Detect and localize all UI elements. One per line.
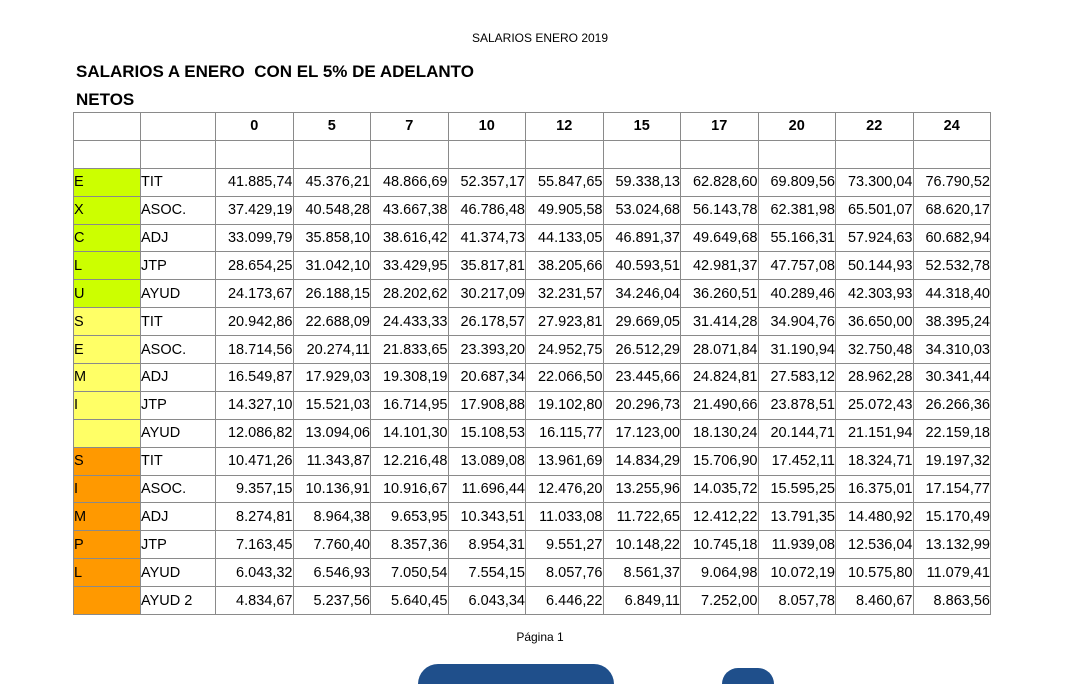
salary-cell: 12.216,48 — [371, 447, 449, 475]
group-letter — [74, 419, 141, 447]
salary-cell: 21.833,65 — [371, 336, 449, 364]
group-letter — [74, 587, 141, 615]
salary-cell: 13.132,99 — [913, 531, 991, 559]
salary-cell: 34.246,04 — [603, 280, 681, 308]
salary-cell: 10.136,91 — [293, 475, 371, 503]
table-row — [74, 587, 991, 615]
salary-cell: 14.035,72 — [681, 475, 759, 503]
salary-cell: 16.714,95 — [371, 391, 449, 419]
salary-cell: 16.549,87 — [216, 364, 294, 392]
blank-row — [74, 140, 991, 168]
salary-cell: 40.289,46 — [758, 280, 836, 308]
salary-cell: 17.123,00 — [603, 419, 681, 447]
salary-cell: 16.375,01 — [836, 475, 914, 503]
blank-cell — [526, 140, 604, 168]
column-header: 22 — [836, 113, 914, 141]
salary-cell: 41.374,73 — [448, 224, 526, 252]
salary-cell: 28.654,25 — [216, 252, 294, 280]
salary-cell: 8.863,56 — [913, 587, 991, 615]
salary-cell: 49.649,68 — [681, 224, 759, 252]
column-header: 0 — [216, 113, 294, 141]
header-empty-group — [74, 113, 141, 141]
group-letter: S — [74, 447, 141, 475]
salary-cell: 59.338,13 — [603, 168, 681, 196]
salary-cell: 53.024,68 — [603, 196, 681, 224]
column-header: 17 — [681, 113, 759, 141]
salary-cell: 20.942,86 — [216, 308, 294, 336]
salary-cell: 9.064,98 — [681, 559, 759, 587]
salary-cell: 62.381,98 — [758, 196, 836, 224]
salary-cell: 9.357,15 — [216, 475, 294, 503]
salary-cell: 7.760,40 — [293, 531, 371, 559]
salary-cell: 40.593,51 — [603, 252, 681, 280]
salary-cell: 11.939,08 — [758, 531, 836, 559]
salary-cell: 52.532,78 — [913, 252, 991, 280]
salary-cell: 24.952,75 — [526, 336, 604, 364]
salary-cell: 35.858,10 — [293, 224, 371, 252]
salary-cell: 26.266,36 — [913, 391, 991, 419]
salary-cell: 15.706,90 — [681, 447, 759, 475]
salary-cell: 48.866,69 — [371, 168, 449, 196]
document-subtitle: NETOS — [76, 90, 135, 109]
salary-cell: 30.217,09 — [448, 280, 526, 308]
salary-cell: 42.303,93 — [836, 280, 914, 308]
salary-cell: 45.376,21 — [293, 168, 371, 196]
salary-cell: 26.512,29 — [603, 336, 681, 364]
salary-cell: 18.130,24 — [681, 419, 759, 447]
salary-cell: 17.908,88 — [448, 391, 526, 419]
category-label: AYUD — [141, 419, 216, 447]
group-letter: E — [74, 336, 141, 364]
group-letter: L — [74, 252, 141, 280]
salary-cell: 44.318,40 — [913, 280, 991, 308]
category-label: ADJ — [141, 364, 216, 392]
salary-cell: 5.237,56 — [293, 587, 371, 615]
salary-cell: 20.144,71 — [758, 419, 836, 447]
group-letter: E — [74, 168, 141, 196]
salary-cell: 8.057,78 — [758, 587, 836, 615]
salary-cell: 42.981,37 — [681, 252, 759, 280]
blank-cell — [681, 140, 759, 168]
table-row — [74, 280, 991, 308]
salary-cell: 6.546,93 — [293, 559, 371, 587]
group-letter: P — [74, 531, 141, 559]
group-letter: I — [74, 475, 141, 503]
table-row — [74, 336, 991, 364]
category-label: ADJ — [141, 224, 216, 252]
salary-cell: 12.536,04 — [836, 531, 914, 559]
blank-cell — [448, 140, 526, 168]
salary-cell: 8.357,36 — [371, 531, 449, 559]
salary-cell: 19.102,80 — [526, 391, 604, 419]
salary-cell: 46.786,48 — [448, 196, 526, 224]
salary-cell: 21.490,66 — [681, 391, 759, 419]
salary-cell: 22.159,18 — [913, 419, 991, 447]
salary-cell: 34.904,76 — [758, 308, 836, 336]
salary-cell: 28.202,62 — [371, 280, 449, 308]
blank-cell — [758, 140, 836, 168]
salary-cell: 19.197,32 — [913, 447, 991, 475]
salary-cell: 18.324,71 — [836, 447, 914, 475]
salary-cell: 33.099,79 — [216, 224, 294, 252]
salary-cell: 46.891,37 — [603, 224, 681, 252]
salary-cell: 20.296,73 — [603, 391, 681, 419]
salary-cell: 8.460,67 — [836, 587, 914, 615]
salary-cell: 36.650,00 — [836, 308, 914, 336]
salary-cell: 20.687,34 — [448, 364, 526, 392]
table-row — [74, 168, 991, 196]
salary-cell: 26.188,15 — [293, 280, 371, 308]
category-label: AYUD 2 — [141, 587, 216, 615]
salary-cell: 73.300,04 — [836, 168, 914, 196]
salary-cell: 56.143,78 — [681, 196, 759, 224]
salary-cell: 11.343,87 — [293, 447, 371, 475]
category-label: AYUD — [141, 559, 216, 587]
salary-cell: 11.722,65 — [603, 503, 681, 531]
group-letter: C — [74, 224, 141, 252]
salary-cell: 29.669,05 — [603, 308, 681, 336]
salary-cell: 9.653,95 — [371, 503, 449, 531]
group-letter: X — [74, 196, 141, 224]
table-row — [74, 503, 991, 531]
table-row — [74, 364, 991, 392]
blank-cell — [74, 140, 141, 168]
table-row — [74, 475, 991, 503]
salary-cell: 14.327,10 — [216, 391, 294, 419]
salary-cell: 10.745,18 — [681, 531, 759, 559]
salary-cell: 13.961,69 — [526, 447, 604, 475]
salary-cell: 33.429,95 — [371, 252, 449, 280]
category-label: TIT — [141, 447, 216, 475]
salary-cell: 27.923,81 — [526, 308, 604, 336]
column-header: 5 — [293, 113, 371, 141]
salary-cell: 24.433,33 — [371, 308, 449, 336]
salary-cell: 62.828,60 — [681, 168, 759, 196]
group-letter: S — [74, 308, 141, 336]
salary-cell: 8.561,37 — [603, 559, 681, 587]
salary-cell: 32.750,48 — [836, 336, 914, 364]
salary-cell: 11.696,44 — [448, 475, 526, 503]
blank-cell — [836, 140, 914, 168]
salary-cell: 52.357,17 — [448, 168, 526, 196]
table-row — [74, 196, 991, 224]
salary-cell: 7.554,15 — [448, 559, 526, 587]
category-label: TIT — [141, 308, 216, 336]
group-letter: L — [74, 559, 141, 587]
column-header: 15 — [603, 113, 681, 141]
salary-cell: 4.834,67 — [216, 587, 294, 615]
salary-cell: 10.471,26 — [216, 447, 294, 475]
salary-table — [73, 112, 991, 615]
salary-cell: 6.043,32 — [216, 559, 294, 587]
table-row — [74, 447, 991, 475]
salary-cell: 31.414,28 — [681, 308, 759, 336]
blank-cell — [293, 140, 371, 168]
salary-cell: 17.452,11 — [758, 447, 836, 475]
salary-cell: 15.521,03 — [293, 391, 371, 419]
salary-cell: 23.445,66 — [603, 364, 681, 392]
salary-cell: 18.714,56 — [216, 336, 294, 364]
table-row — [74, 559, 991, 587]
salary-cell: 12.412,22 — [681, 503, 759, 531]
salary-cell: 32.231,57 — [526, 280, 604, 308]
header-empty-category — [141, 113, 216, 141]
salary-cell: 68.620,17 — [913, 196, 991, 224]
page-footer: Página 1 — [516, 630, 564, 644]
group-letter: U — [74, 280, 141, 308]
group-letter: M — [74, 503, 141, 531]
salary-cell: 6.849,11 — [603, 587, 681, 615]
category-label: AYUD — [141, 280, 216, 308]
column-header: 20 — [758, 113, 836, 141]
salary-cell: 10.148,22 — [603, 531, 681, 559]
salary-cell: 28.962,28 — [836, 364, 914, 392]
group-letter: M — [74, 364, 141, 392]
salary-cell: 13.255,96 — [603, 475, 681, 503]
document-title: SALARIOS A ENERO CON EL 5% DE ADELANTO — [76, 62, 474, 81]
blank-cell — [603, 140, 681, 168]
salary-cell: 44.133,05 — [526, 224, 604, 252]
salary-cell: 40.548,28 — [293, 196, 371, 224]
salary-cell: 35.817,81 — [448, 252, 526, 280]
salary-cell: 55.166,31 — [758, 224, 836, 252]
salary-cell: 26.178,57 — [448, 308, 526, 336]
salary-cell: 36.260,51 — [681, 280, 759, 308]
salary-cell: 27.583,12 — [758, 364, 836, 392]
salary-cell: 17.929,03 — [293, 364, 371, 392]
salary-cell: 25.072,43 — [836, 391, 914, 419]
salary-cell: 69.809,56 — [758, 168, 836, 196]
salary-cell: 47.757,08 — [758, 252, 836, 280]
salary-cell: 31.042,10 — [293, 252, 371, 280]
salary-cell: 6.043,34 — [448, 587, 526, 615]
salary-cell: 14.480,92 — [836, 503, 914, 531]
group-letter: I — [74, 391, 141, 419]
category-label: JTP — [141, 531, 216, 559]
salary-cell: 10.575,80 — [836, 559, 914, 587]
salary-cell: 10.343,51 — [448, 503, 526, 531]
salary-cell: 11.079,41 — [913, 559, 991, 587]
salary-cell: 38.205,66 — [526, 252, 604, 280]
bottom-decoration — [722, 668, 774, 684]
salary-cell: 6.446,22 — [526, 587, 604, 615]
category-label: JTP — [141, 252, 216, 280]
salary-cell: 37.429,19 — [216, 196, 294, 224]
table-row — [74, 224, 991, 252]
blank-cell — [141, 140, 216, 168]
salary-cell: 76.790,52 — [913, 168, 991, 196]
table-row — [74, 308, 991, 336]
salary-cell: 65.501,07 — [836, 196, 914, 224]
column-header: 24 — [913, 113, 991, 141]
salary-cell: 38.616,42 — [371, 224, 449, 252]
salary-cell: 22.066,50 — [526, 364, 604, 392]
salary-cell: 57.924,63 — [836, 224, 914, 252]
column-header: 12 — [526, 113, 604, 141]
column-header: 10 — [448, 113, 526, 141]
salary-cell: 12.476,20 — [526, 475, 604, 503]
salary-cell: 7.252,00 — [681, 587, 759, 615]
table-row — [74, 531, 991, 559]
table-row — [74, 391, 991, 419]
salary-cell: 38.395,24 — [913, 308, 991, 336]
salary-cell: 15.595,25 — [758, 475, 836, 503]
salary-cell: 34.310,03 — [913, 336, 991, 364]
table-row — [74, 252, 991, 280]
salary-cell: 21.151,94 — [836, 419, 914, 447]
salary-cell: 19.308,19 — [371, 364, 449, 392]
header-row — [74, 113, 991, 141]
salary-cell: 12.086,82 — [216, 419, 294, 447]
salary-cell: 8.057,76 — [526, 559, 604, 587]
blank-cell — [371, 140, 449, 168]
salary-cell: 7.163,45 — [216, 531, 294, 559]
salary-cell: 9.551,27 — [526, 531, 604, 559]
table-row — [74, 419, 991, 447]
column-header: 7 — [371, 113, 449, 141]
salary-cell: 16.115,77 — [526, 419, 604, 447]
salary-cell: 41.885,74 — [216, 168, 294, 196]
salary-cell: 28.071,84 — [681, 336, 759, 364]
salary-cell: 31.190,94 — [758, 336, 836, 364]
salary-cell: 8.274,81 — [216, 503, 294, 531]
salary-cell: 15.108,53 — [448, 419, 526, 447]
salary-cell: 10.072,19 — [758, 559, 836, 587]
category-label: ADJ — [141, 503, 216, 531]
salary-cell: 14.834,29 — [603, 447, 681, 475]
salary-cell: 10.916,67 — [371, 475, 449, 503]
category-label: JTP — [141, 391, 216, 419]
salary-cell: 60.682,94 — [913, 224, 991, 252]
salary-cell: 22.688,09 — [293, 308, 371, 336]
salary-cell: 14.101,30 — [371, 419, 449, 447]
salary-cell: 7.050,54 — [371, 559, 449, 587]
salary-cell: 43.667,38 — [371, 196, 449, 224]
salary-cell: 24.173,67 — [216, 280, 294, 308]
blank-cell — [913, 140, 991, 168]
salary-cell: 55.847,65 — [526, 168, 604, 196]
salary-cell: 15.170,49 — [913, 503, 991, 531]
category-label: ASOC. — [141, 196, 216, 224]
bottom-decoration — [418, 664, 614, 684]
page-header: SALARIOS ENERO 2019 — [471, 31, 609, 45]
salary-cell: 24.824,81 — [681, 364, 759, 392]
salary-cell: 5.640,45 — [371, 587, 449, 615]
category-label: TIT — [141, 168, 216, 196]
salary-cell: 13.089,08 — [448, 447, 526, 475]
category-label: ASOC. — [141, 336, 216, 364]
salary-cell: 23.393,20 — [448, 336, 526, 364]
salary-cell: 49.905,58 — [526, 196, 604, 224]
salary-cell: 23.878,51 — [758, 391, 836, 419]
salary-cell: 17.154,77 — [913, 475, 991, 503]
salary-cell: 20.274,11 — [293, 336, 371, 364]
salary-cell: 13.791,35 — [758, 503, 836, 531]
salary-cell: 50.144,93 — [836, 252, 914, 280]
salary-cell: 13.094,06 — [293, 419, 371, 447]
salary-cell: 8.964,38 — [293, 503, 371, 531]
salary-cell: 8.954,31 — [448, 531, 526, 559]
salary-cell: 30.341,44 — [913, 364, 991, 392]
category-label: ASOC. — [141, 475, 216, 503]
blank-cell — [216, 140, 294, 168]
salary-cell: 11.033,08 — [526, 503, 604, 531]
